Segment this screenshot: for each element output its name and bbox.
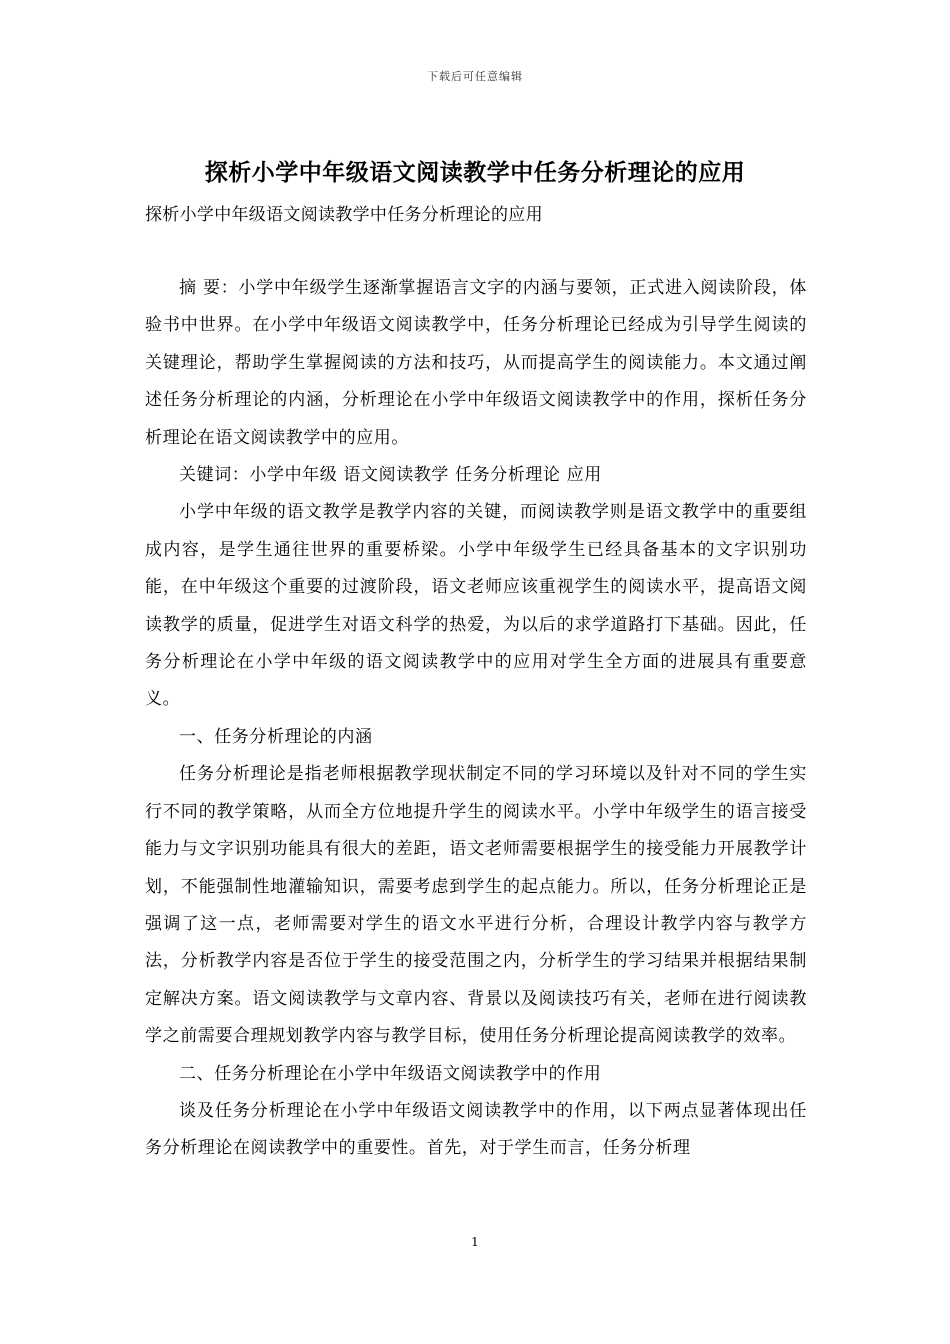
section-1-paragraph: 任务分析理论是指老师根据教学现状制定不同的学习环境以及针对不同的学生实行不同的教学策略，从而全方位地提升学生的阅读水平。小学中年级学生的语言接受能力与文字识别功能具有很大的差距，语文老师需要根据学生的接受能力开展教学计划，不能强制性地灌输知识，需要考虑到学生的起点能力。所以，任务分析理论正是强调了这一点，老师需要对学生的语文水平进行分析，合理设计教学内容与教学方法，分析教学内容是否位于学生的接受范围之内，分析学生的学习结果并根据结果制定解决方案。语文阅读教学与文章内容、背景以及阅读技巧有关，老师在进行阅读教学之前需要合理规划教学内容与教学目标，使用任务分析理论提高阅读教学的效率。 <box>145 764 807 1047</box>
section-2-paragraph: 谈及任务分析理论在小学中年级语文阅读教学中的作用，以下两点显著体现出任务分析理论在阅读教学中的重要性。首先，对于学生而言，任务分析理 <box>145 1100 807 1159</box>
keywords-paragraph: 关键词：小学中年级 语文阅读教学 任务分析理论 应用 <box>179 465 602 486</box>
header-note: 下载后可任意编辑 <box>427 70 523 83</box>
abstract-paragraph: 摘 要：小学中年级学生逐渐掌握语言文字的内涵与要领，正式进入阅读阶段，体验书中世界。在小学中年级语文阅读教学中，任务分析理论已经成为引导学生阅读的关键理论，帮助学生掌握阅读的方法和技巧，从而提高学生的阅读能力。本文通过阐述任务分析理论的内涵，分析理论在小学中年级语文阅读教学中的作用，探析任务分析理论在语文阅读教学中的应用。 <box>145 278 807 448</box>
section-heading-1: 一、任务分析理论的内涵 <box>179 726 373 747</box>
intro-paragraph: 小学中年级的语文教学是教学内容的关键，而阅读教学则是语文教学中的重要组成内容，是学生通往世界的重要桥梁。小学中年级学生已经具备基本的文字识别功能，在中年级这个重要的过渡阶段，语文老师应该重视学生的阅读水平，提高语文阅读教学的质量，促进学生对语文科学的热爱，为以后的求学道路打下基础。因此，任务分析理论在小学中年级的语文阅读教学中的应用对学生全方面的进展具有重要意义。 <box>145 502 807 710</box>
document-title: 探析小学中年级语文阅读教学中任务分析理论的应用 <box>204 159 746 186</box>
page-number: 1 <box>471 1235 479 1249</box>
document-body <box>145 270 807 1168</box>
section-heading-2: 二、任务分析理论在小学中年级语文阅读教学中的作用 <box>179 1063 602 1084</box>
document-subtitle: 探析小学中年级语文阅读教学中任务分析理论的应用 <box>145 205 543 225</box>
